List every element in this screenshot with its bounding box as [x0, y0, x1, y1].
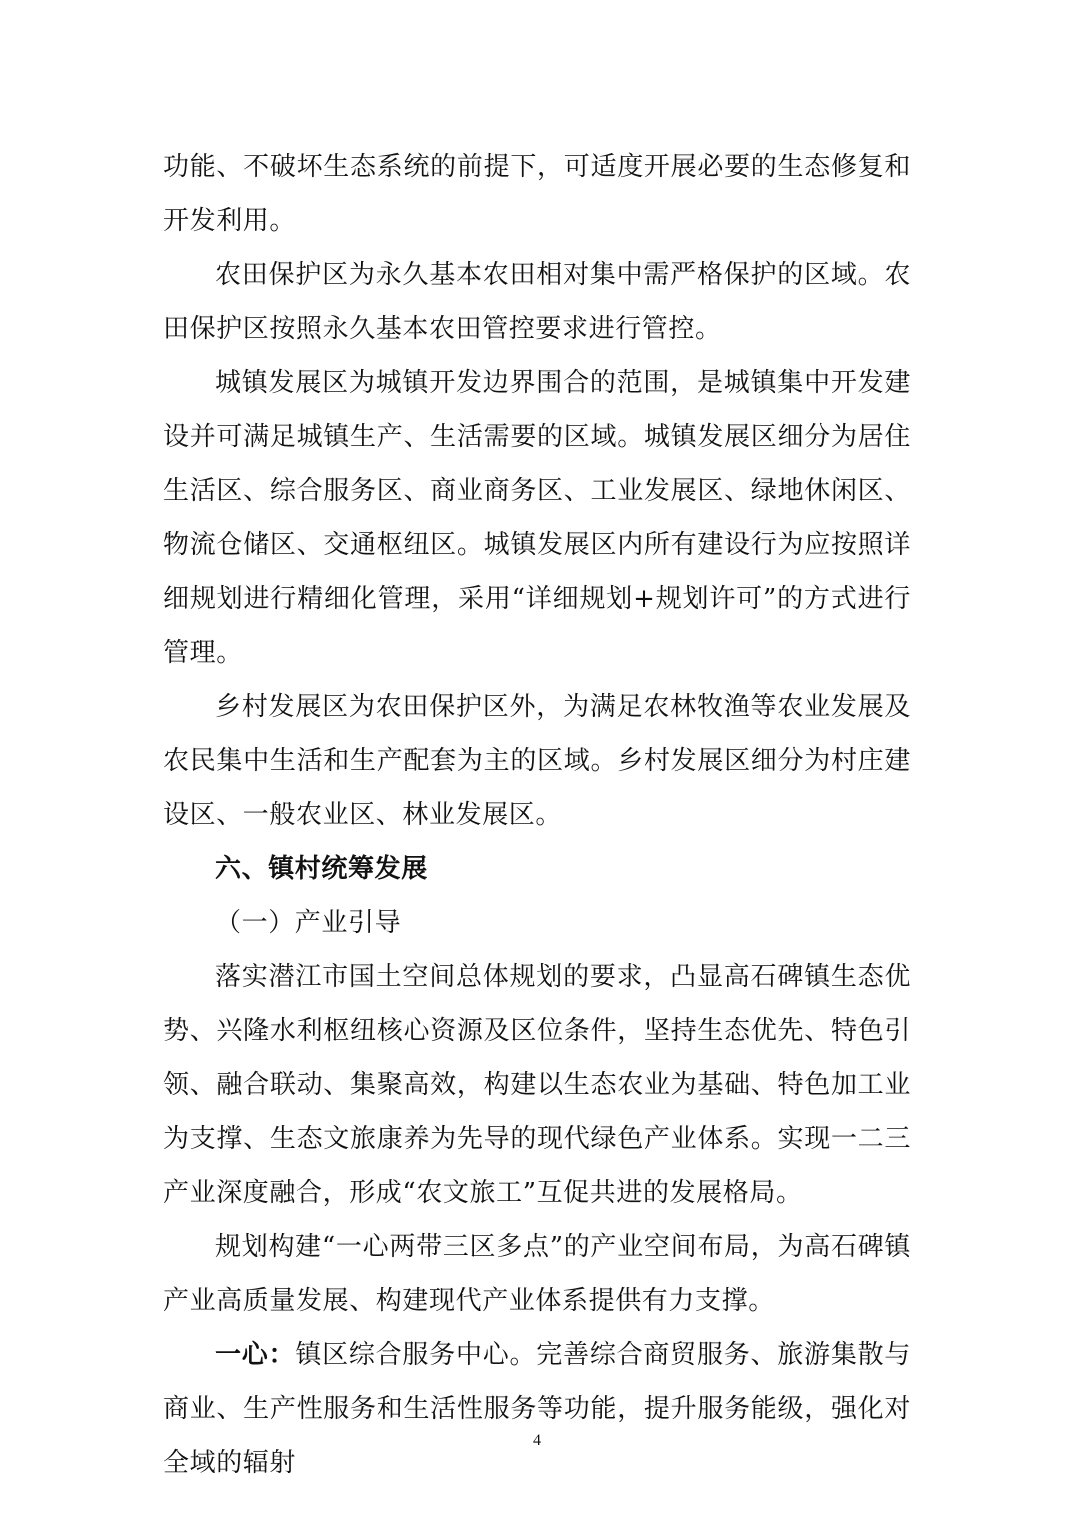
paragraph-one-core	[163, 1328, 911, 1490]
paragraph-rural-development: 乡村发展区为农田保护区外，为满足农林牧渔等农业发展及农民集中生活和生产配套为主的区域。乡村发展区细分为村庄建设区、一般农业区、林业发展区。	[163, 692, 911, 830]
paragraph-body: 镇区综合服务中心。完善综合商贸服务、旅游集散与商业、生产性服务和生活性服务等功能，提升服务能级，强化对全域的辐射	[163, 1340, 911, 1478]
paragraph-industry-guidance: 落实潜江市国土空间总体规划的要求，凸显高石碑镇生态优势、兴隆水利枢纽核心资源及区位条件，坚持生态优先、特色引领、融合联动、集聚高效，构建以生态农业为基础、特色加工业为支撑、生态文旅康养为先导的现代绿色产业体系。实现一二三产业深度融合，形成“农文旅工”互促共进的发展格局。	[163, 962, 911, 1208]
page-number: 4	[533, 1432, 541, 1449]
paragraph-spatial-layout: 规划构建“一心两带三区多点”的产业空间布局，为高石碑镇产业高质量发展、构建现代产业体系提供有力支撑。	[163, 1232, 911, 1316]
paragraph-ecological-continuation: 功能、不破坏生态系统的前提下，可适度开展必要的生态修复和开发利用。	[163, 152, 911, 236]
document-page	[163, 140, 911, 1490]
paragraph-urban-development: 城镇发展区为城镇开发边界围合的范围，是城镇集中开发建设并可满足城镇生产、生活需要的区域。城镇发展区细分为居住生活区、综合服务区、商业商务区、工业发展区、绿地休闲区、物流仓储区、交通枢纽区。城镇发展区内所有建设行为应按照详细规划进行精细化管理，采用“详细规划+规划许可”的方式进行管理。	[163, 368, 911, 668]
subsection-heading: （一）产业引导	[215, 908, 402, 938]
paragraph-farmland-protection: 农田保护区为永久基本农田相对集中需严格保护的区域。农田保护区按照永久基本农田管控要求进行管控。	[163, 260, 911, 344]
paragraph-lead: 一心：	[215, 1340, 296, 1370]
section-heading: 六、镇村统筹发展	[215, 854, 428, 884]
